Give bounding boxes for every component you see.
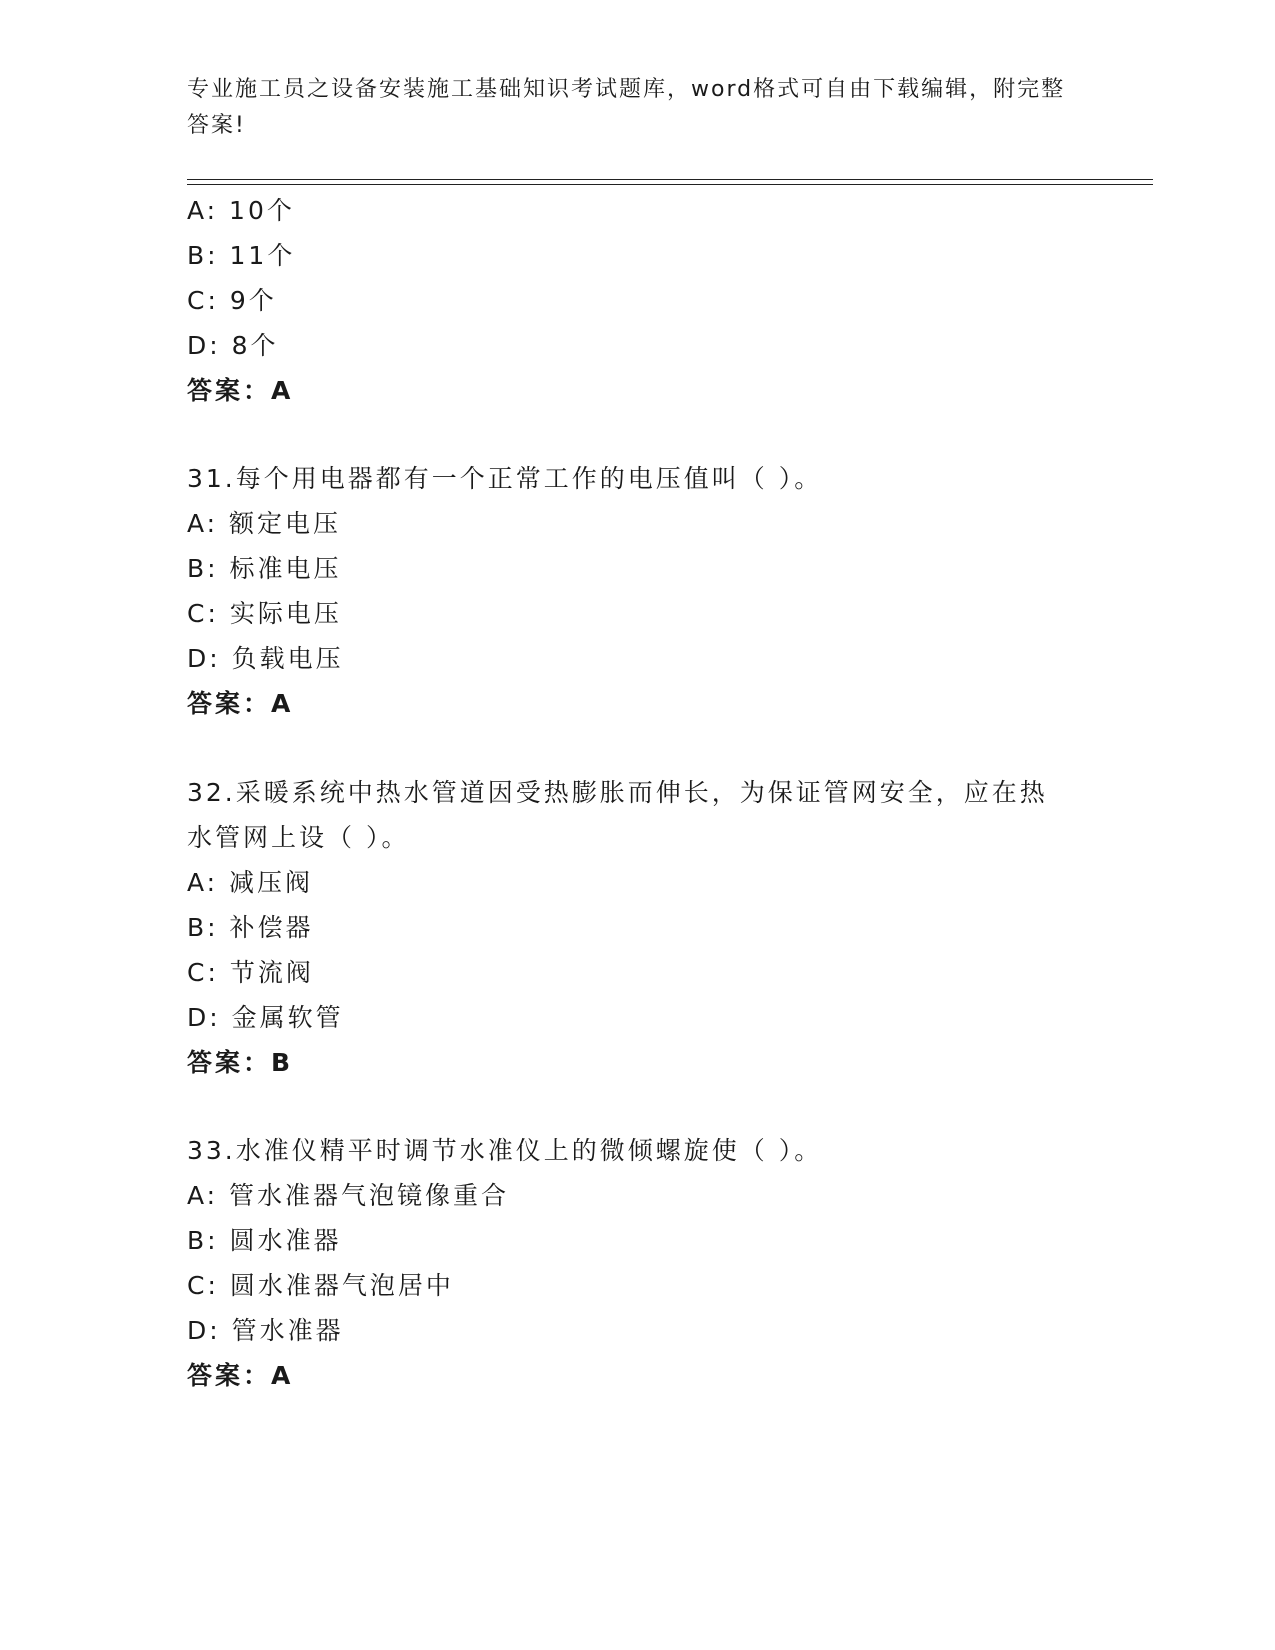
header-divider — [187, 179, 1153, 180]
q30-option-d: D: 8个 — [187, 331, 279, 360]
q30-option-b: B: 11个 — [187, 241, 296, 270]
q33-option-d: D: 管水准器 — [187, 1316, 344, 1345]
q31-option-d: D: 负载电压 — [187, 644, 344, 673]
q32-answer: 答案：B — [187, 1048, 294, 1077]
q31-option-a: A: 额定电压 — [187, 509, 342, 538]
q32-option-c: C: 节流阀 — [187, 958, 314, 987]
q30-option-c: C: 9个 — [187, 286, 277, 315]
q32-question-line1: 32.采暖系统中热水管道因受热膨胀而伸长，为保证管网安全，应在热 — [187, 778, 1048, 807]
q31-answer: 答案：A — [187, 689, 294, 718]
q33-question: 33.水准仪精平时调节水准仪上的微倾螺旋使（ ）。 — [187, 1136, 823, 1165]
q33-answer: 答案：A — [187, 1361, 294, 1390]
q33-option-a: A: 管水准器气泡镜像重合 — [187, 1181, 510, 1210]
q31-option-b: B: 标准电压 — [187, 554, 342, 583]
q30-option-a: A: 10个 — [187, 196, 295, 225]
q32-option-a: A: 减压阀 — [187, 868, 314, 897]
q32-option-d: D: 金属软管 — [187, 1003, 344, 1032]
q32-question-line2: 水管网上设（ ）。 — [187, 823, 410, 852]
header-divider-second — [187, 184, 1153, 185]
q33-option-b: B: 圆水准器 — [187, 1226, 342, 1255]
document-header: 专业施工员之设备安装施工基础知识考试题库，word格式可自由下载编辑，附完整答案! — [187, 77, 1066, 138]
q33-option-c: C: 圆水准器气泡居中 — [187, 1271, 454, 1300]
q31-option-c: C: 实际电压 — [187, 599, 342, 628]
q31-question: 31.每个用电器都有一个正常工作的电压值叫（ ）。 — [187, 464, 823, 493]
q30-answer: 答案：A — [187, 376, 294, 405]
q32-option-b: B: 补偿器 — [187, 913, 314, 942]
